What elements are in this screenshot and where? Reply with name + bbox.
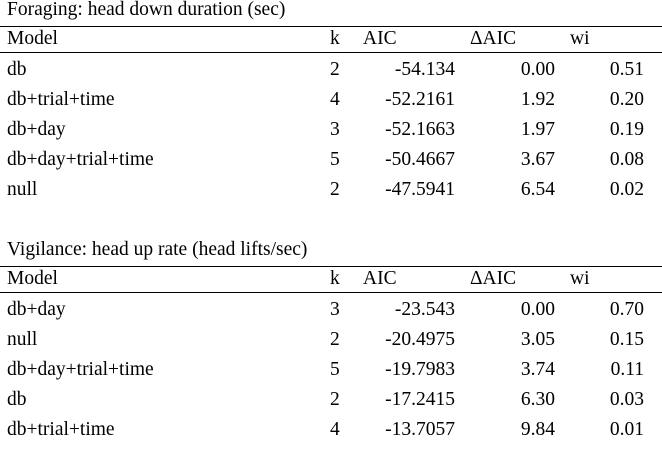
cell-delta-aic: 3.05 xyxy=(520,329,555,350)
table-row xyxy=(0,295,662,325)
cell-k: 2 xyxy=(330,59,340,80)
cell-aic: -13.7057 xyxy=(385,419,455,440)
header-wi: wi xyxy=(570,28,590,49)
foraging-table-title: Foraging: head down duration (sec) xyxy=(7,0,286,20)
table-row xyxy=(0,85,662,115)
cell-wi: 0.51 xyxy=(609,59,644,80)
cell-wi: 0.03 xyxy=(609,389,644,410)
cell-wi: 0.11 xyxy=(610,359,644,380)
cell-model: db+day xyxy=(7,119,66,140)
header-model: Model xyxy=(7,28,58,49)
cell-aic: -19.7983 xyxy=(385,359,455,380)
cell-aic: -47.5941 xyxy=(385,179,455,200)
header-aic: AIC xyxy=(363,28,397,49)
header-model: Model xyxy=(7,268,58,289)
cell-model: null xyxy=(7,329,38,350)
header-aic: AIC xyxy=(363,268,397,289)
cell-wi: 0.15 xyxy=(609,329,644,350)
cell-aic: -23.543 xyxy=(394,299,455,320)
cell-delta-aic: 0.00 xyxy=(520,299,555,320)
cell-delta-aic: 3.74 xyxy=(520,359,555,380)
cell-aic: -52.2161 xyxy=(385,89,455,110)
cell-k: 2 xyxy=(330,389,340,410)
cell-k: 5 xyxy=(330,359,340,380)
cell-k: 2 xyxy=(330,179,340,200)
table-row xyxy=(0,145,662,175)
cell-delta-aic: 0.00 xyxy=(520,59,555,80)
cell-k: 4 xyxy=(330,419,340,440)
cell-wi: 0.08 xyxy=(609,149,644,170)
table-row xyxy=(0,355,662,385)
cell-aic: -17.2415 xyxy=(385,389,455,410)
table-row xyxy=(0,115,662,145)
cell-delta-aic: 1.97 xyxy=(520,119,555,140)
cell-model: db+trial+time xyxy=(7,89,115,110)
cell-k: 3 xyxy=(330,299,340,320)
cell-aic: -52.1663 xyxy=(385,119,455,140)
header-delta-aic: ΔAIC xyxy=(470,268,517,289)
table-row xyxy=(0,55,662,85)
cell-model: db xyxy=(7,389,27,410)
cell-k: 5 xyxy=(330,149,340,170)
header-bottom-rule xyxy=(0,292,662,293)
cell-k: 3 xyxy=(330,119,340,140)
cell-k: 2 xyxy=(330,329,340,350)
table-header-row xyxy=(0,265,662,293)
header-delta-aic: ΔAIC xyxy=(470,28,517,49)
header-k: k xyxy=(330,268,340,289)
cell-aic: -50.4667 xyxy=(385,149,455,170)
cell-delta-aic: 1.92 xyxy=(520,89,555,110)
cell-delta-aic: 9.84 xyxy=(520,419,555,440)
cell-wi: 0.02 xyxy=(609,179,644,200)
cell-model: null xyxy=(7,179,38,200)
cell-model: db xyxy=(7,59,27,80)
cell-wi: 0.01 xyxy=(609,419,644,440)
cell-aic: -54.134 xyxy=(394,59,455,80)
cell-delta-aic: 6.30 xyxy=(520,389,555,410)
cell-aic: -20.4975 xyxy=(385,329,455,350)
cell-wi: 0.70 xyxy=(609,299,644,320)
table-row xyxy=(0,415,662,445)
table-header-row xyxy=(0,25,662,53)
cell-wi: 0.20 xyxy=(609,89,644,110)
vigilance-table-title: Vigilance: head up rate (head lifts/sec) xyxy=(7,239,308,260)
cell-model: db+day xyxy=(7,299,66,320)
header-wi: wi xyxy=(570,268,590,289)
cell-k: 4 xyxy=(330,89,340,110)
header-bottom-rule xyxy=(0,52,662,53)
table-row xyxy=(0,385,662,415)
header-k: k xyxy=(330,28,340,49)
table-row xyxy=(0,175,662,205)
cell-wi: 0.19 xyxy=(609,119,644,140)
cell-model: db+day+trial+time xyxy=(7,149,154,170)
cell-delta-aic: 6.54 xyxy=(520,179,555,200)
table-row xyxy=(0,325,662,355)
cell-model: db+trial+time xyxy=(7,419,115,440)
cell-model: db+day+trial+time xyxy=(7,359,154,380)
cell-delta-aic: 3.67 xyxy=(520,149,555,170)
